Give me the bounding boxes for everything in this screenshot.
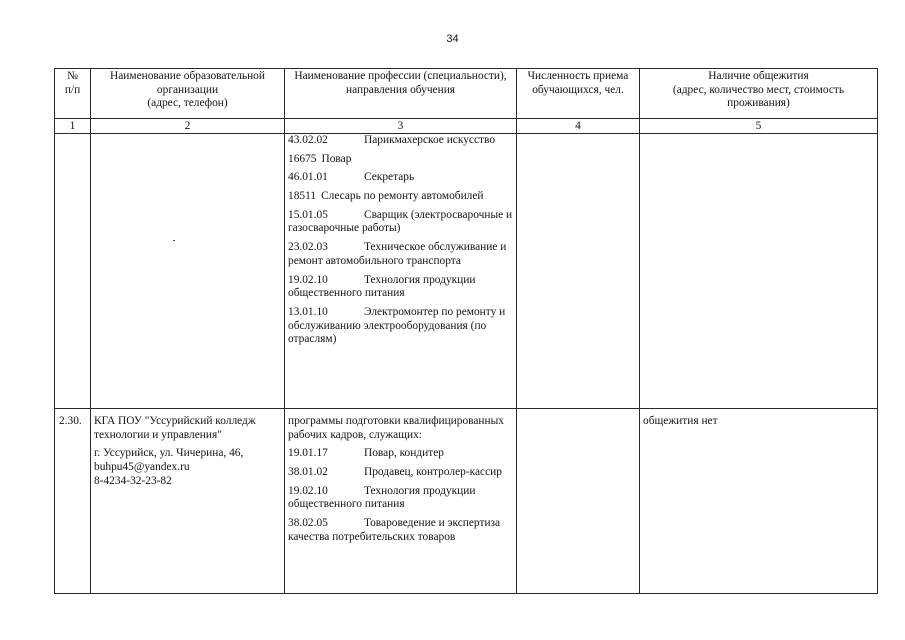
- cell-enrollment: [517, 409, 640, 594]
- profession-name: Продавец, контролер-кассир: [364, 466, 502, 479]
- profession-name: Повар, кондитер: [364, 447, 444, 460]
- profession-code: 38.02.05: [288, 517, 328, 530]
- profession-item: [288, 466, 513, 480]
- column-number: 3: [285, 119, 517, 134]
- profession-name: Парикмахерское искусство: [364, 134, 496, 146]
- profession-name: Слесарь по ремонту автомобилей: [321, 190, 484, 203]
- profession-code: 19.02.10: [288, 273, 328, 286]
- profession-code: 19.01.17: [288, 447, 328, 460]
- header-enrollment: [517, 69, 640, 119]
- cell-professions: [285, 409, 517, 594]
- profession-name: Техническое обслуживание и ремонт автомобильного транспорта: [288, 241, 507, 267]
- profession-item: [288, 485, 513, 512]
- organization-name: КГА ПОУ "Уссурийский колледж технологии и управления": [94, 415, 256, 441]
- profession-name: Товароведение и экспертиза качества потребительских товаров: [288, 517, 501, 543]
- scan-artifact: [173, 240, 175, 241]
- table-row: [55, 409, 878, 594]
- program-intro: программы подготовки квалифицированных рабочих кадров, служащих:: [288, 415, 504, 441]
- cell-dormitory: [640, 134, 878, 409]
- profession-code: 38.01.02: [288, 466, 328, 479]
- column-number: 4: [517, 119, 640, 134]
- column-number-row: [55, 119, 878, 134]
- profession-item: [288, 241, 513, 268]
- profession-name: Повар: [321, 152, 352, 165]
- header-dormitory: [640, 69, 878, 119]
- header-organization: [91, 69, 285, 119]
- profession-item: [288, 274, 513, 301]
- header-dormitory-text: Наличие общежития (адрес, количество мест, стоимость проживания): [672, 70, 845, 110]
- column-number: 5: [640, 119, 878, 134]
- organization-email: buhpu45@yandex.ru: [94, 461, 190, 474]
- cell-professions: [285, 134, 517, 409]
- profession-name: Технология продукции общественного питания: [288, 484, 476, 511]
- profession-code: 43.02.02: [288, 134, 328, 146]
- profession-item: [288, 447, 513, 461]
- cell-number: [55, 134, 91, 409]
- profession-name: Технология продукции общественного питания: [288, 273, 476, 300]
- column-number: 1: [55, 119, 91, 134]
- organization-phone: 8-4234-32-23-82: [94, 474, 172, 487]
- profession-item: [288, 134, 513, 148]
- profession-item: [288, 153, 513, 167]
- profession-item: [288, 190, 513, 204]
- header-enrollment-text: Численность приема обучающихся, чел.: [527, 70, 629, 96]
- profession-item: [288, 517, 513, 544]
- header-profession-text: Наименование профессии (специальности), направления обучения: [294, 70, 507, 96]
- header-profession: [285, 69, 517, 119]
- header-organization-text: Наименование образовательной организации (адрес, телефон): [110, 70, 265, 110]
- organization-address: г. Уссурийск, ул. Чичерина, 46,: [94, 447, 244, 460]
- cell-enrollment: [517, 134, 640, 409]
- profession-code: 16675: [288, 152, 317, 165]
- profession-code: 23.02.03: [288, 241, 328, 254]
- header-number: [55, 69, 91, 119]
- profession-code: 46.01.01: [288, 171, 328, 184]
- admissions-table: [54, 68, 878, 594]
- page-number: 34: [446, 33, 459, 45]
- header-number-text: № п/п: [64, 70, 81, 96]
- profession-name: Секретарь: [364, 171, 415, 184]
- profession-item: [288, 209, 513, 236]
- cell-number: 2.30.: [55, 409, 91, 594]
- table-header-row: [55, 69, 878, 119]
- column-number: 2: [91, 119, 285, 134]
- profession-item: [288, 171, 513, 185]
- profession-item: [288, 306, 513, 347]
- cell-organization: [91, 134, 285, 409]
- profession-code: 18511: [288, 190, 317, 203]
- profession-name: Сварщик (электросварочные и газосварочные работы): [288, 208, 513, 235]
- profession-code: 13.01.10: [288, 305, 328, 318]
- cell-organization: [91, 409, 285, 594]
- profession-code: 19.02.10: [288, 484, 328, 497]
- table-row: [55, 134, 878, 409]
- profession-name: Электромонтер по ремонту и обслуживанию электрооборудования (по отраслям): [288, 305, 506, 346]
- cell-dormitory: общежития нет: [640, 409, 878, 594]
- profession-code: 15.01.05: [288, 208, 328, 221]
